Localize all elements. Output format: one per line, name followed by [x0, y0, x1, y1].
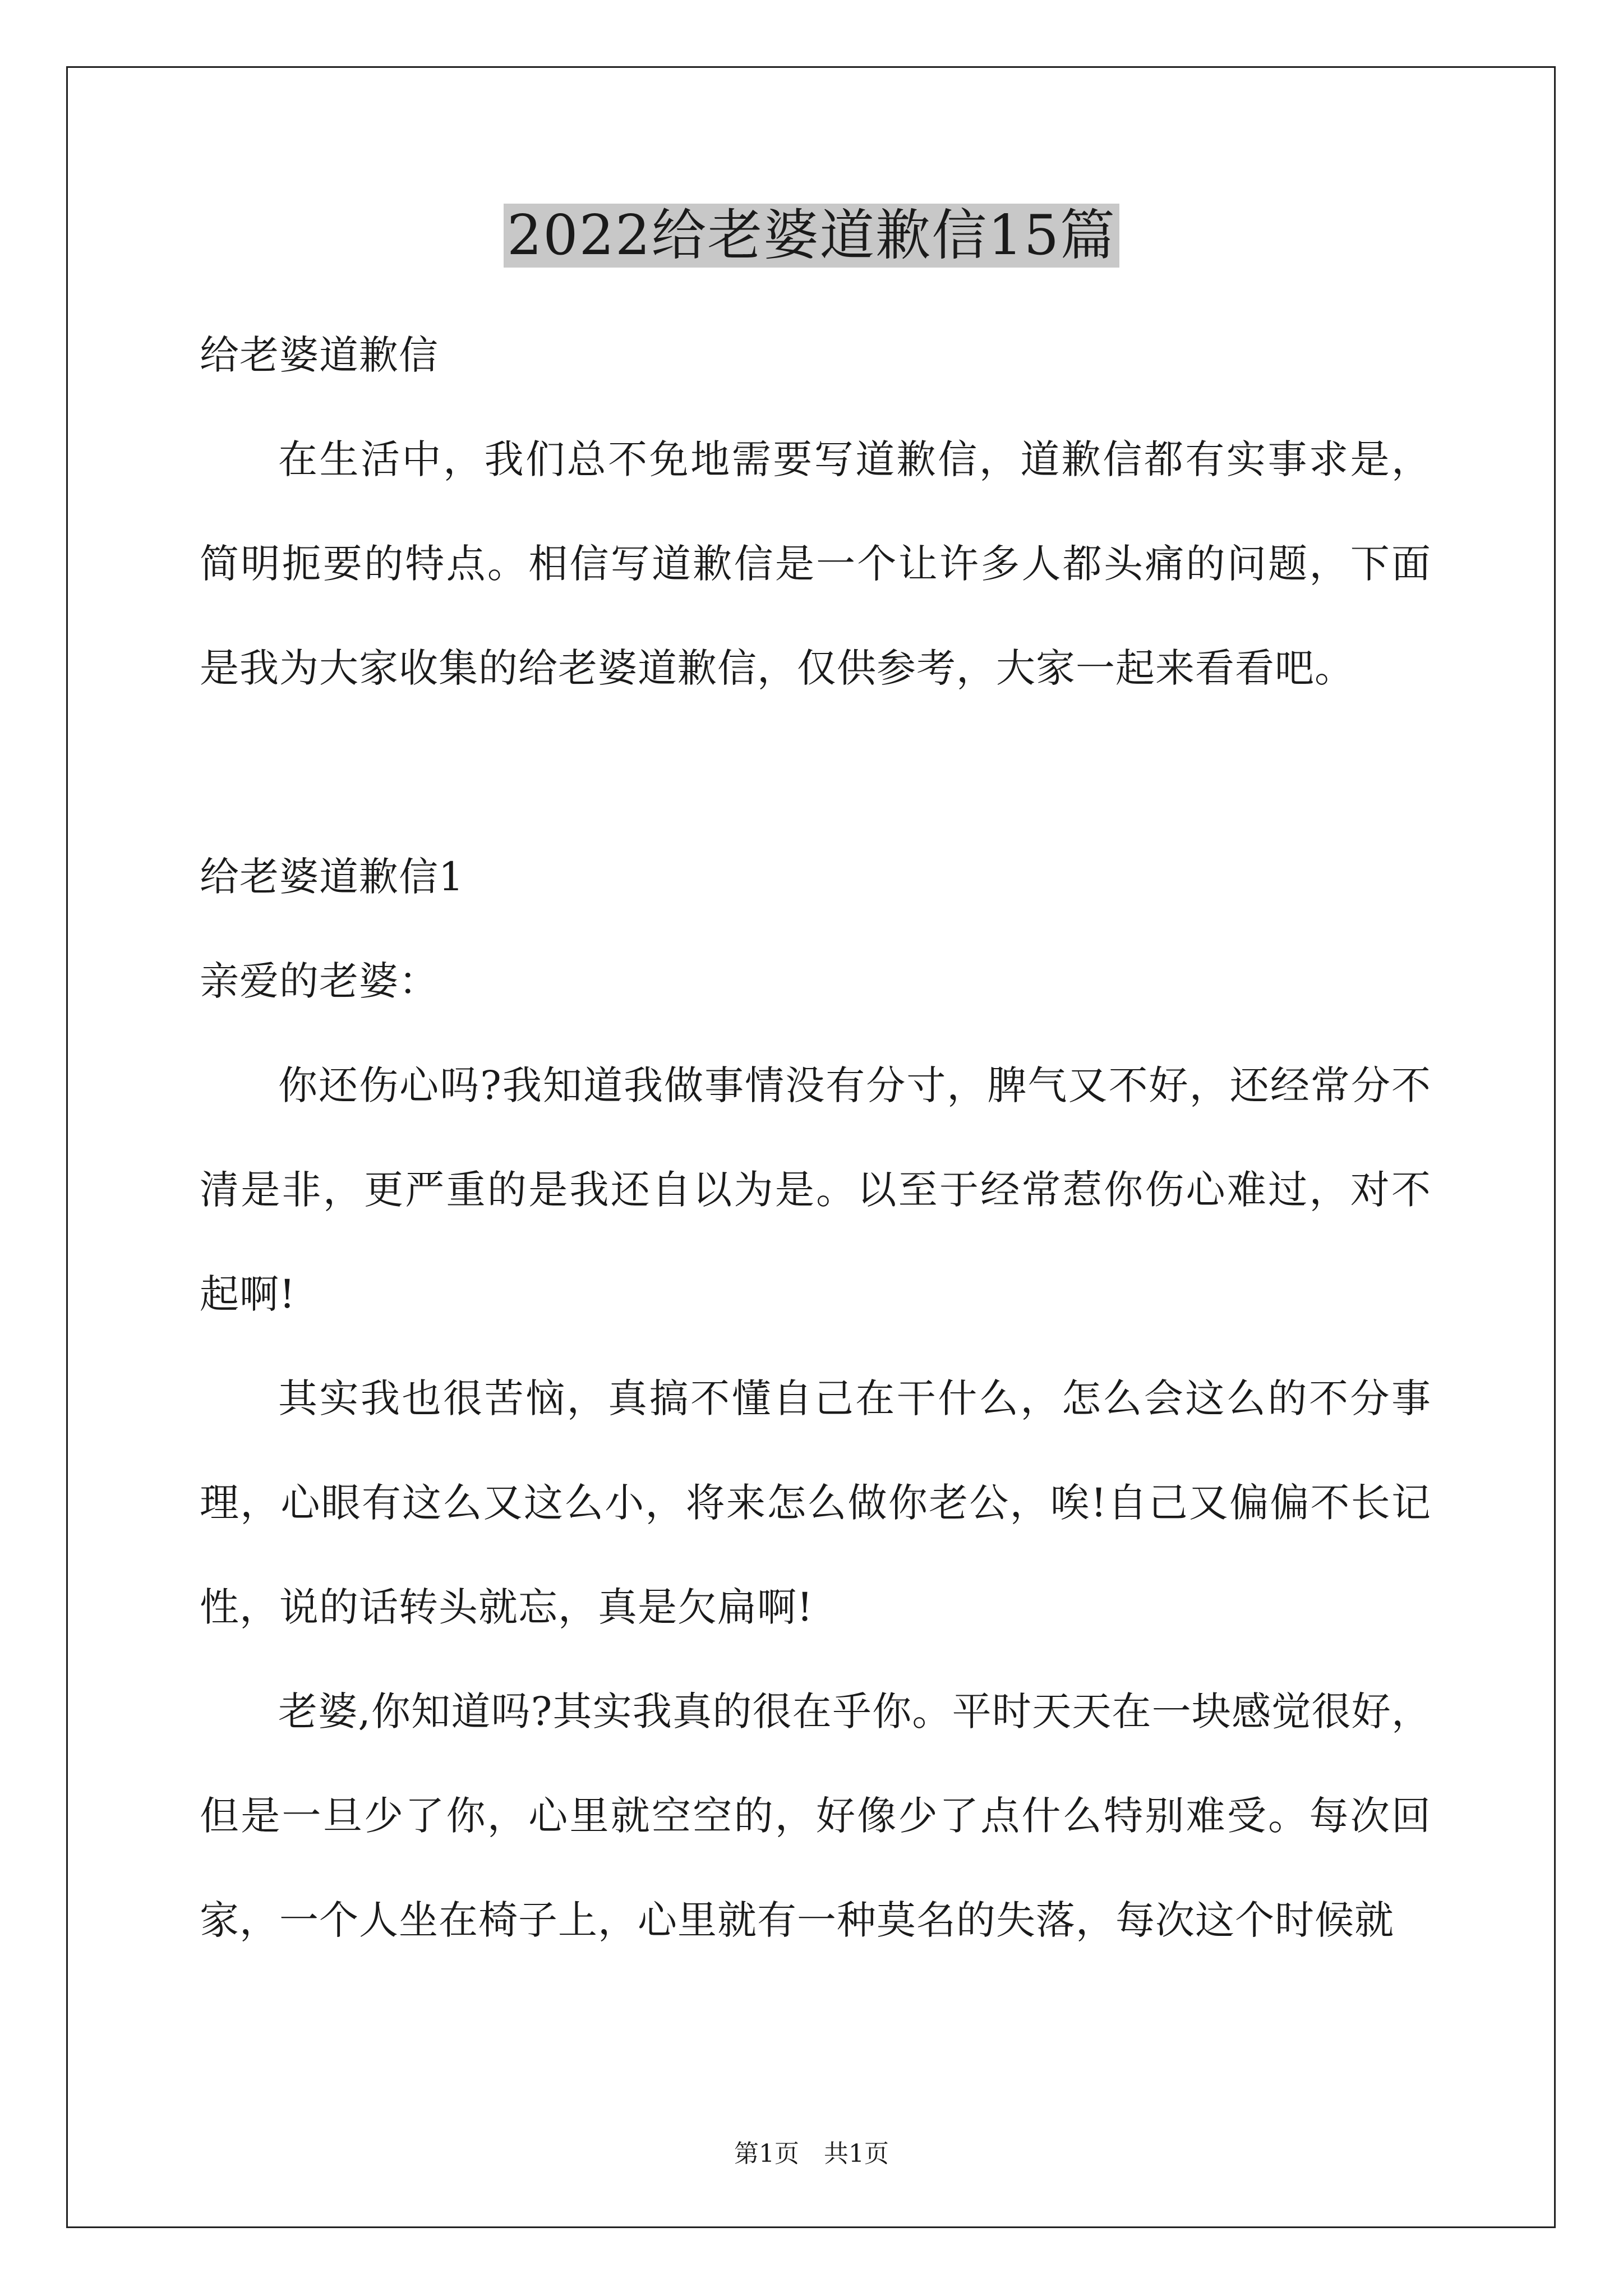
letter-paragraph: 其实我也很苦恼，真搞不懂自己在干什么，怎么会这么的不分事理，心眼有这么又这么小，将来怎么做你老公，唉!自己又偏偏不长记性，说的话转头就忘，真是欠扁啊!: [200, 1375, 1431, 1630]
letter-paragraph: 你还伤心吗?我知道我做事情没有分寸，脾气又不好，还经常分不清是非，更严重的是我还自以为是。以至于经常惹你伤心难过，对不起啊!: [200, 1062, 1431, 1317]
letter-paragraph: 老婆,你知道吗?其实我真的很在乎你。平时天天在一块感觉很好，但是一旦少了你，心里就空空的，好像少了点什么特别难受。每次回家，一个人坐在椅子上，心里就有一种莫名的失落，每次这个时候就: [200, 1688, 1431, 1943]
document-title: [0, 199, 1623, 272]
letter-salutation: 亲爱的老婆：: [200, 958, 439, 1004]
document-body: [200, 303, 1431, 1972]
page-number-footer: 第1页 共1页: [734, 2139, 889, 2168]
document-title-text: 2022给老婆道歉信15篇: [504, 204, 1119, 268]
intro-paragraph: 在生活中，我们总不免地需要写道歉信，道歉信都有实事求是，简明扼要的特点。相信写道歉信是一个让许多人都头痛的问题，下面是我为大家收集的给老婆道歉信，仅供参考，大家一起来看看吧。: [200, 436, 1431, 691]
section-heading-intro: 给老婆道歉信: [200, 332, 439, 378]
paragraph-gap: [200, 720, 1431, 825]
letter-heading: 给老婆道歉信1: [200, 854, 464, 900]
